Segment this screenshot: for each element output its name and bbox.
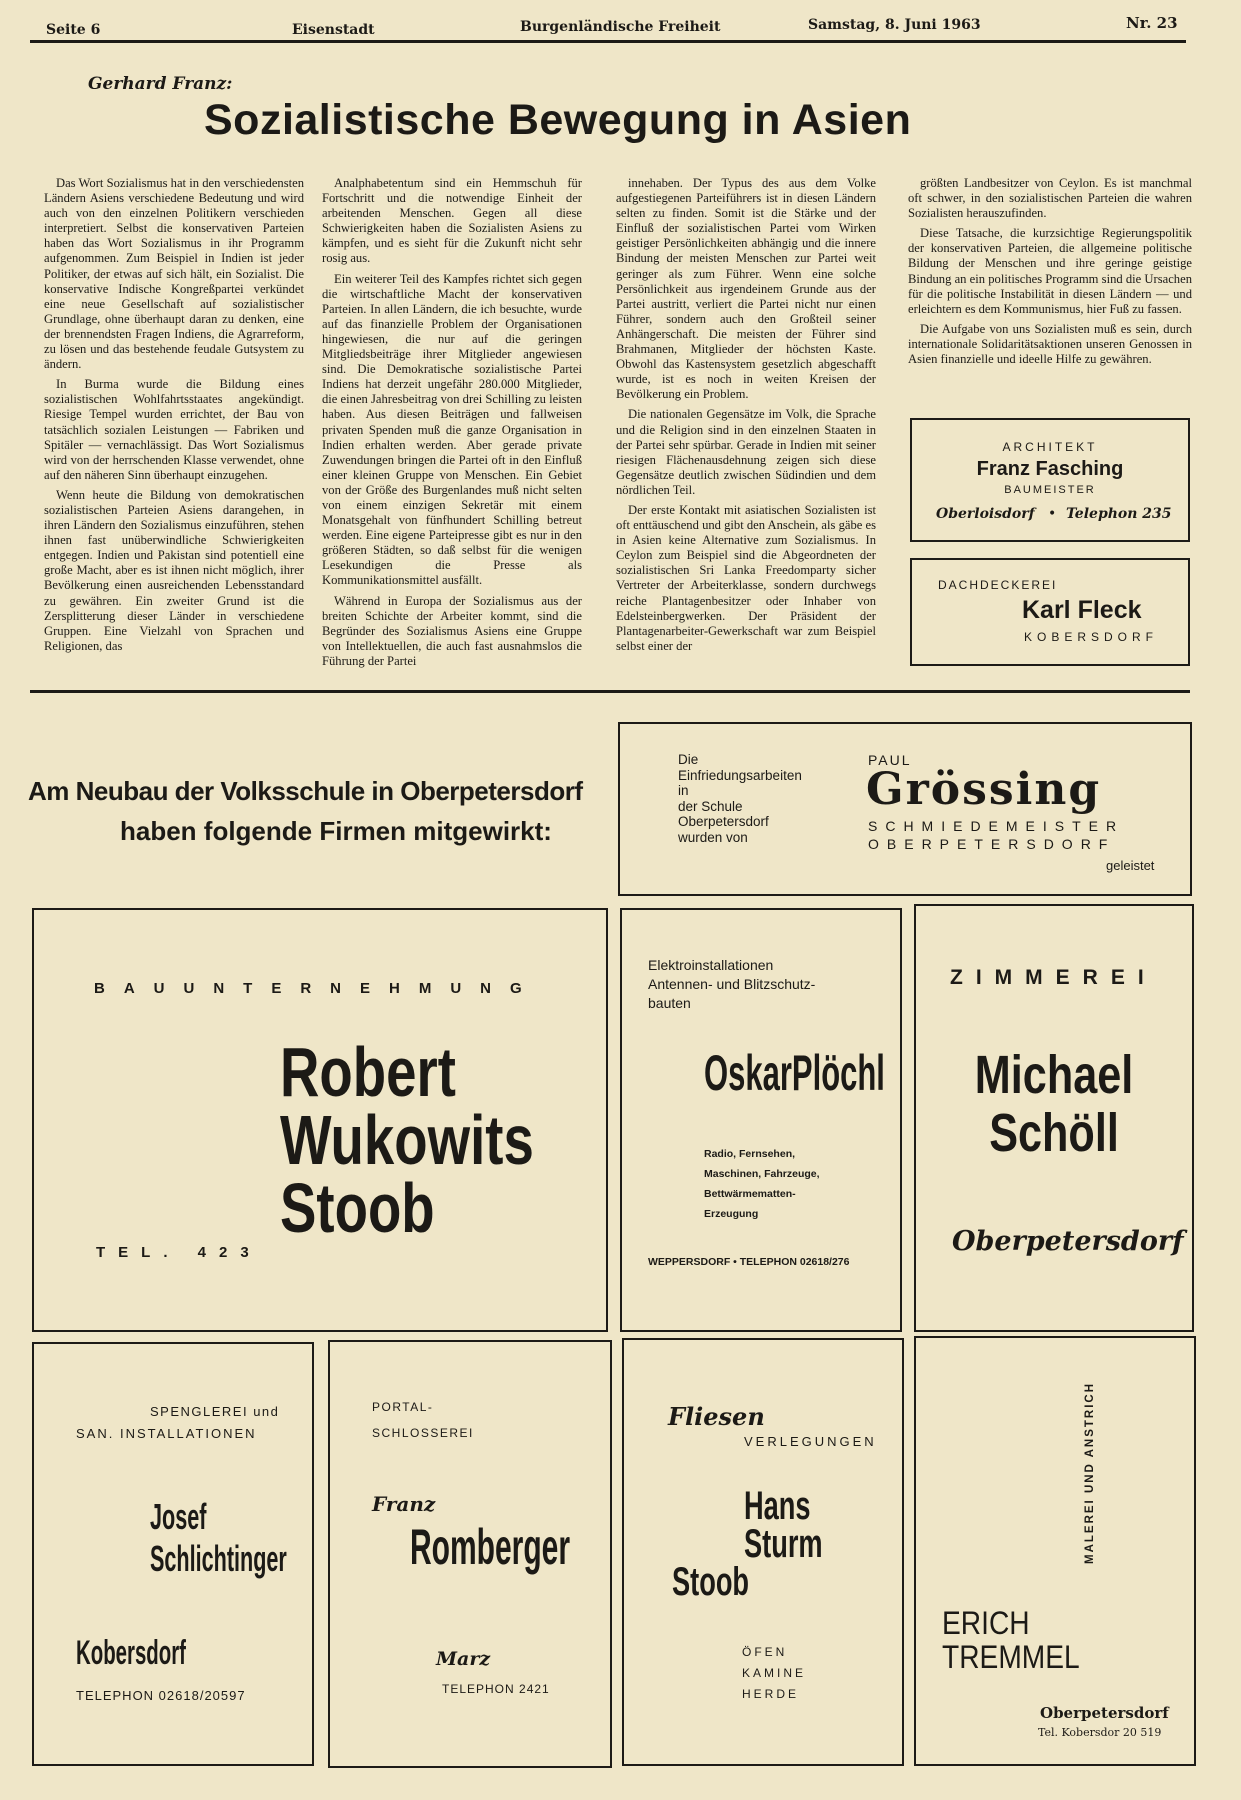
ad-separator: • [1048,506,1057,522]
paragraph: Analphabetentum sind ein Hemmschuh für Fortschritt und die notwendige Einheit der arbeitenden Menschen. Gegen all diese Schwierigkeiten haben die Sozialisten Asiens zu kämpfen, und es sieht für die Zukunft nicht sehr rosig aus. [322,176,582,266]
paragraph: Diese Tatsache, die kurzsichtige Regierungspolitik der konservativen Parteien, die allgemeine politische Bildung der Menschen und ihre geringe geistige Bindung an ein politisches Programm sind die Ursachen für die politische Instabilität in diesen Ländern — und erleichtern es dem Kommunismus, hier Fuß zu fassen. [908,226,1192,316]
ad-romberger [328,1340,612,1768]
ad-goods [704,1144,820,1224]
ad-first-name: PAUL [868,752,912,768]
ad-intro-line: Einfriedungsarbeiten [678,767,802,783]
issue-number: Nr. 23 [1126,14,1178,32]
ad-place: Stoob [672,1560,750,1604]
ad-intro-line: Die [678,752,699,767]
ad-last-name: Sturm [744,1522,823,1566]
paragraph: innehaben. Der Typus des aus dem Volke aufgestiegenen Parteiführers ist in diesen Ländern selten zu finden. Somit ist die Stärke und der Einfluß der sozialistischen Partei vom Wirken geistiger Persönlichkeiten abhängig und die innere Bindung der meisten Menschen zur Partei weit geringer als zum Führer. Wenn eine solche Persönlichkeit aus irgendeinem Grunde aus der Partei austritt, verliert die Partei nicht nur einen Führer, sondern auch den Großteil seiner Anhängerschaft. Die meisten der Führer sind Brahmanen, Mitglieder der höchsten Kaste. Obwohl das Kastensystem gesetzlich abgeschafft wurde, ist es noch in weiten Kreisen der Bevölkerung ein Problem. [616,176,876,402]
ad-fleck [910,558,1190,666]
ad-title: BAUMEISTER [1004,484,1096,496]
ad-phone: TELEPHON 2421 [442,1682,550,1696]
ad-place: Oberloisdorf [936,506,1035,522]
paragraph: In Burma wurde die Bildung eines sozialistischen Wohlfahrtsstaates angekündigt. Riesige Tempel wurden errichtet, der Bau von tatsächlich sozialen Leistungen — Fabriken und Spitäler — vernachlässigt. Das Wort Sozialismus wird von der herrschenden Klasse verwendet, ohne auf den näheren Sinn überhaupt einzugehen. [44,377,304,482]
newspaper-name: Burgenländische Freiheit [520,19,721,35]
paragraph: Ein weiterer Teil des Kampfes richtet sich gegen die wirtschaftliche Macht der konservativen Parteien. In allen Ländern, die ich besuchte, wurde auf das finanzielle Problem der Organisationen hingewiesen, die nur auf die geringen Mitgliedsbeiträge ihrer Mitglieder angewiesen sind. Die Demokratische sozialistische Partei Indiens hat derzeit ungefähr 280.000 Mitglieder, die einen Jahresbeitrag von drei Schilling zu leisten haben. Aus diesen Beiträgen und fallweisen privaten Spenden muß die ganze Organisation in Indien erhalten werden. Aber gerade private Zuwendungen bringen die Partei oft in den Einfluß einer kleinen Gruppe von Menschen. Ein Gebiet von der Größe des Burgenlandes muß nicht selten von einem einzigen Sekretär mit einem Monatsgehalt von fünfhundert Schilling betreut werden. Eine eigene Parteipresse gibt es nur in den größeren Städten, so daß selbst für die wenigen Lesekundigen die Presse als Kommunikationsmittel ausfällt. [322,271,582,588]
section-rule [30,690,1190,693]
ad-place: Oberpetersdorf [952,1226,1184,1257]
ad-name: Romberger [410,1519,571,1575]
ad-first-name: Josef [150,1496,207,1537]
paragraph: Die nationalen Gegensätze im Volk, die Sprache und die Religion sind in den einzelnen Staaten in der Partei sehr spürbar. Gerade in Indien mit seiner riesigen Flächenausdehnung zeigen sich diese Gegensätze deutlich zwischen Südindien und dem nördlichen Teil. [616,407,876,497]
ad-name-block [942,1606,1080,1674]
ad-role: SAN. INSTALLATIONEN [76,1426,257,1441]
ad-place: Oberpetersdorf [1040,1704,1169,1722]
ad-first-name: Hans [744,1484,811,1528]
paragraph: Die Aufgabe von uns Sozialisten muß es sein, durch internationale Solidaritätsaktionen unseren Genossen in Asien finanzielle und ideelle Hilfe zu gewähren. [908,321,1192,367]
ad-place: Stoob [280,1169,435,1247]
paragraph: größten Landbesitzer von Ceylon. Es ist manchmal oft schwer, in den sozialistischen Parteien die wahren Sozialisten herauszufinden. [908,176,1192,221]
ad-sturm [622,1338,904,1766]
ad-goods-line: Radio, Fernsehen, [704,1148,796,1160]
paragraph: Das Wort Sozialismus hat in den verschiedensten Ländern Asiens verschiedene Bedeutung und wird auch von den einzelnen Politikern verschieden interpretiert. Selbst die konservativen Parteien haben das Wort Sozialismus in ihr Programm aufgenommen. Zum Beispiel in Indien ist jeder Politiker, der etwas auf sich hält, ein Sozialist. Die konservative Indische Kongreßpartei verkündet eine neue Gesellschaft auf sozialistischer Grundlage, ohne überhaupt daran zu denken, eine der brennendsten Fragen Indiens, die Agrarreform, zu lösen und das bestehende feudale Gutsystem zu ändern. [44,176,304,372]
article-title: Sozialistische Bewegung in Asien [204,96,912,144]
ad-fasching [910,418,1190,542]
ad-role: SPENGLEREI und [150,1404,280,1419]
ad-role: BAUUNTERNEHMUNG [94,980,541,997]
ad-last-name: Wukowits [280,1101,534,1179]
ad-extra-line: HERDE [742,1687,800,1701]
ad-role: Fliesen [668,1402,765,1431]
ad-services [648,956,815,1013]
ad-intro-line: Oberpetersdorf [678,814,769,829]
ad-name-block [916,1046,1192,1162]
ad-footer: WEPPERSDORF • TELEPHON 02618/276 [648,1256,850,1268]
ad-phone: TEL. 423 [96,1244,262,1261]
issue-date: Samstag, 8. Juni 1963 [808,17,981,33]
ad-last-name: Schöll [989,1103,1119,1163]
ad-schlichtinger [32,1342,314,1766]
ad-first-name: Franz [372,1492,436,1516]
article-column-4 [908,176,1192,372]
ad-phone: Telephon 235 [1066,506,1172,522]
ad-service-line: Elektroinstallationen [648,957,774,973]
ad-name: Karl Fleck [1022,596,1142,624]
ad-first-name: Robert [280,1033,456,1111]
ad-last-name: TREMMEL [942,1639,1080,1675]
ad-role: ARCHITEKT [1002,440,1098,454]
paragraph: Wenn heute die Bildung von demokratischen sozialistischen Parteien Asiens darangehen, in ihren Ländern den Sozialismus einzuführen, stehen ihnen fast unüberwindliche Schwierigkeiten entgegen. Indien und Pakistan sind potentiell eine große Macht, aber es ist ihnen nicht möglich, ihrer Bevölkerung einen ausreichenden Lebensstandard zu gewähren. Ein zweiter Grund ist die Zersplitterung dieser Länder in verschiedene Gruppen. Eine Vielzahl von Sprachen und Religionen, das [44,487,304,653]
ad-wukowits [32,908,608,1332]
ad-last-name: Schlichtinger [150,1538,287,1579]
ad-extra-line: KAMINE [742,1666,807,1680]
ad-intro-line: wurden von [678,829,748,845]
ad-name-block [150,1496,287,1580]
ad-extra-line: ÖFEN [742,1645,788,1659]
article-column-1 [44,176,304,659]
ad-place: OBERPETERSDORF [868,836,1116,852]
ad-role: VERLEGUNGEN [744,1434,877,1449]
ad-first-name: ERICH [942,1605,1030,1641]
paragraph: Während in Europa der Sozialismus aus der breiten Schichte der Arbeiter kommt, sind die Begründer des Sozialismus Asiens eine Gruppe von Intellektuellen, die auch fast ausnahmslos die Führung der Partei [322,593,582,668]
ad-name-block [280,1033,534,1247]
ads-headline-line-2: haben folgende Firmen mitgewirkt: [120,816,552,846]
ad-goods-line: Bettwärmematten- [704,1188,796,1200]
ad-tremmel [914,1336,1196,1766]
ad-ploechl [620,908,902,1332]
ad-role: PORTAL- [372,1400,434,1414]
ad-service-line: Antennen- und Blitzschutz- [648,976,816,992]
article-author: Gerhard Franz: [88,74,233,94]
ad-service-line: bauten [648,995,691,1011]
ad-goods-line: Maschinen, Fahrzeuge, [704,1168,820,1180]
place-of-print: Eisenstadt [292,22,375,38]
article-column-2 [322,176,582,674]
ad-name: Franz Fasching [976,458,1124,480]
ad-role: DACHDECKEREI [938,578,1058,592]
ad-schoell [914,904,1194,1332]
ad-role: SCHLOSSEREI [372,1426,474,1440]
ad-first-name: Michael [974,1045,1134,1105]
paragraph: Der erste Kontakt mit asiatischen Sozialisten ist oft enttäuschend und gibt den Anschein, als gäbe es in Asien keine Alternative zum Sozialismus. In Ceylon zum Beispiel sind die Abgeordneten der sozialistischen Sri Lanka Freedomparty sicher Vertreter der Arbeiterklasse, sondern durchwegs reiche Plantagenbesitzer oder Inhaber von Edelsteinbergwerken. Der Präsident der Plantagenarbeiter-Gewerkschaft war zum Beispiel selbst einer der [616,502,876,653]
header-rule [30,40,1186,43]
ad-role: ZIMMEREI [950,966,1157,989]
ad-name: OskarPlöchl [704,1045,885,1101]
ad-intro-line: der Schule [678,798,743,814]
ad-place: Kobersdorf [76,1634,186,1672]
ad-groessing [618,722,1192,896]
ad-name: Grössing [866,764,1102,815]
ad-closing: geleistet [1106,858,1155,873]
ad-place: Marz [436,1648,491,1670]
ad-intro-line: in [678,783,689,798]
ad-place: KOBERSDORF [1024,630,1159,644]
ads-headline-line-1: Am Neubau der Volksschule in Oberpetersdorf [28,776,583,806]
ad-intro [678,752,802,845]
ad-extras [742,1642,806,1705]
ad-phone: TELEPHON 02618/20597 [76,1688,246,1703]
ad-role: MALEREI UND ANSTRICH [1084,1381,1096,1564]
ad-goods-line: Erzeugung [704,1208,759,1220]
ad-phone: Tel. Kobersdor 20 519 [1038,1726,1162,1739]
ad-title: SCHMIEDEMEISTER [868,818,1125,834]
page-number: Seite 6 [46,22,101,38]
article-column-3 [616,176,876,659]
